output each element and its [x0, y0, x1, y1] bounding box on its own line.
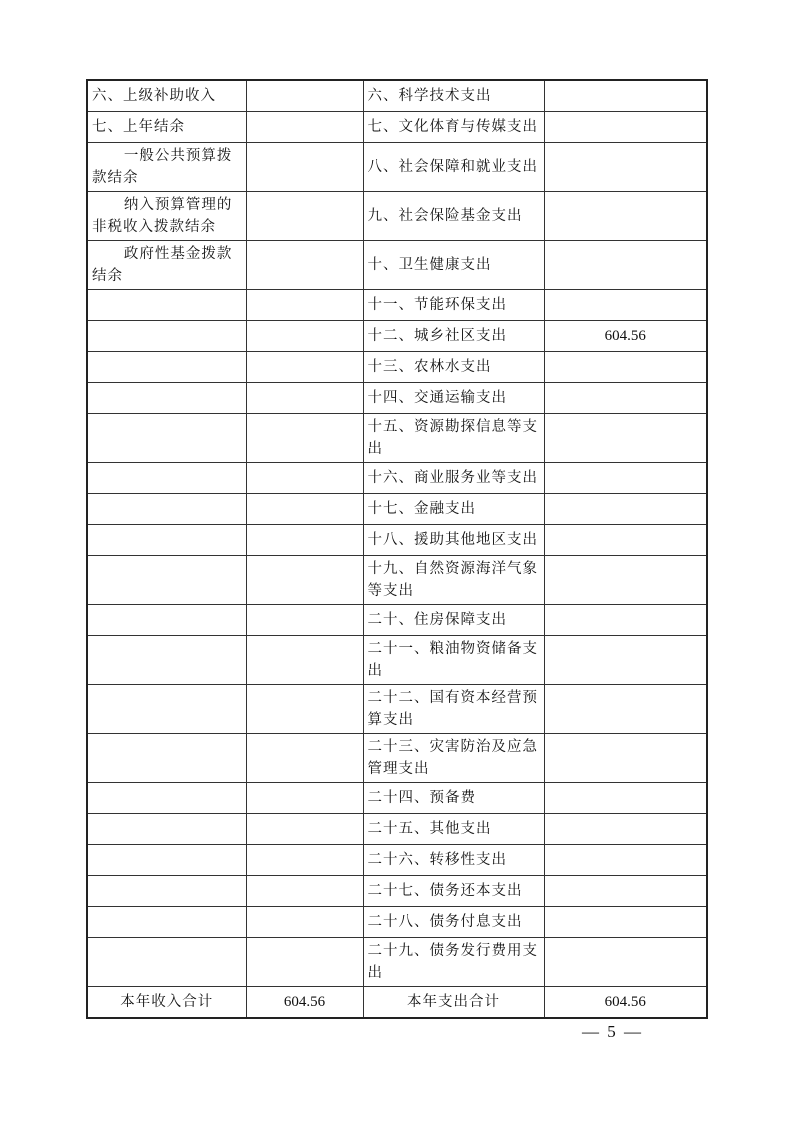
table-row — [87, 143, 707, 192]
income-amount-cell — [246, 876, 363, 907]
income-amount-cell — [246, 734, 363, 783]
income-item-cell — [87, 845, 246, 876]
expense-amount-cell: 604.56 — [544, 321, 707, 352]
table-row — [87, 192, 707, 241]
expense-item-cell: 十九、自然资源海洋气象等支出 — [363, 556, 544, 605]
table-row — [87, 556, 707, 605]
expense-amount-cell — [544, 605, 707, 636]
page-number: — 5 — — [582, 1022, 643, 1041]
income-item-cell — [87, 814, 246, 845]
expense-amount-cell — [544, 463, 707, 494]
income-item-cell — [87, 352, 246, 383]
expense-item-cell: 七、文化体育与传媒支出 — [363, 112, 544, 143]
expense-item-cell: 二十二、国有资本经营预算支出 — [363, 685, 544, 734]
expense-amount-cell — [544, 525, 707, 556]
expense-amount-cell — [544, 814, 707, 845]
table-row — [87, 494, 707, 525]
expense-amount-cell — [544, 876, 707, 907]
table-row — [87, 783, 707, 814]
income-item-cell — [87, 734, 246, 783]
income-amount-cell — [246, 605, 363, 636]
expense-amount-cell — [544, 383, 707, 414]
income-amount-cell — [246, 463, 363, 494]
expense-item-cell: 二十七、债务还本支出 — [363, 876, 544, 907]
income-item-cell — [87, 783, 246, 814]
table-row — [87, 636, 707, 685]
expense-amount-cell — [544, 556, 707, 605]
expense-amount-cell — [544, 414, 707, 463]
income-amount-cell — [246, 414, 363, 463]
income-item-cell — [87, 876, 246, 907]
expense-item-cell: 十二、城乡社区支出 — [363, 321, 544, 352]
table-row — [87, 907, 707, 938]
income-item-cell: 政府性基金拨款结余 — [87, 241, 246, 290]
income-amount-cell — [246, 845, 363, 876]
income-item-cell — [87, 290, 246, 321]
expense-item-cell: 十五、资源勘探信息等支出 — [363, 414, 544, 463]
income-item-cell — [87, 494, 246, 525]
income-total-label: 本年收入合计 — [87, 987, 246, 1019]
income-amount-cell — [246, 783, 363, 814]
expense-amount-cell — [544, 685, 707, 734]
income-amount-cell — [246, 814, 363, 845]
table-row — [87, 525, 707, 556]
expense-item-cell: 十七、金融支出 — [363, 494, 544, 525]
table-row — [87, 112, 707, 143]
income-amount-cell — [246, 321, 363, 352]
table-row — [87, 290, 707, 321]
expense-amount-cell — [544, 241, 707, 290]
table-row — [87, 80, 707, 112]
income-item-cell — [87, 463, 246, 494]
income-item-cell — [87, 525, 246, 556]
income-item-cell — [87, 321, 246, 352]
expense-item-cell: 二十五、其他支出 — [363, 814, 544, 845]
expense-amount-cell — [544, 290, 707, 321]
income-amount-cell — [246, 907, 363, 938]
table-row — [87, 241, 707, 290]
income-amount-cell — [246, 383, 363, 414]
budget-table-body — [87, 80, 707, 1018]
income-amount-cell — [246, 938, 363, 987]
income-amount-cell — [246, 685, 363, 734]
expense-amount-cell — [544, 938, 707, 987]
table-row — [87, 352, 707, 383]
expense-item-cell: 二十四、预备费 — [363, 783, 544, 814]
expense-item-cell: 二十八、债务付息支出 — [363, 907, 544, 938]
expense-item-cell: 十一、节能环保支出 — [363, 290, 544, 321]
income-amount-cell — [246, 352, 363, 383]
table-row — [87, 321, 707, 352]
income-amount-cell — [246, 80, 363, 112]
income-amount-cell — [246, 556, 363, 605]
expense-amount-cell — [544, 783, 707, 814]
expense-amount-cell — [544, 80, 707, 112]
income-amount-cell — [246, 525, 363, 556]
expense-amount-cell — [544, 907, 707, 938]
income-amount-cell — [246, 290, 363, 321]
table-row — [87, 605, 707, 636]
income-amount-cell — [246, 192, 363, 241]
income-item-cell — [87, 605, 246, 636]
income-item-cell: 六、上级补助收入 — [87, 80, 246, 112]
expense-amount-cell — [544, 845, 707, 876]
expense-amount-cell — [544, 352, 707, 383]
expense-item-cell: 十四、交通运输支出 — [363, 383, 544, 414]
expense-item-cell: 二十三、灾害防治及应急管理支出 — [363, 734, 544, 783]
table-row — [87, 463, 707, 494]
income-item-cell: 纳入预算管理的非税收入拨款结余 — [87, 192, 246, 241]
expense-amount-cell — [544, 494, 707, 525]
table-row — [87, 845, 707, 876]
expense-item-cell: 十六、商业服务业等支出 — [363, 463, 544, 494]
table-row — [87, 938, 707, 987]
totals-row — [87, 987, 707, 1019]
expense-amount-cell — [544, 143, 707, 192]
income-item-cell — [87, 907, 246, 938]
income-amount-cell — [246, 112, 363, 143]
expense-item-cell: 九、社会保险基金支出 — [363, 192, 544, 241]
income-item-cell — [87, 938, 246, 987]
budget-table-container — [86, 79, 706, 1019]
income-item-cell: 一般公共预算拨款结余 — [87, 143, 246, 192]
expense-item-cell: 二十九、债务发行费用支出 — [363, 938, 544, 987]
expense-item-cell: 十八、援助其他地区支出 — [363, 525, 544, 556]
expense-item-cell: 六、科学技术支出 — [363, 80, 544, 112]
expense-item-cell: 八、社会保障和就业支出 — [363, 143, 544, 192]
expense-item-cell: 二十一、粮油物资储备支出 — [363, 636, 544, 685]
income-amount-cell — [246, 636, 363, 685]
expense-total-amount: 604.56 — [544, 987, 707, 1019]
table-row — [87, 734, 707, 783]
income-total-amount: 604.56 — [246, 987, 363, 1019]
income-item-cell — [87, 556, 246, 605]
income-item-cell — [87, 383, 246, 414]
expense-amount-cell — [544, 112, 707, 143]
income-item-cell: 七、上年结余 — [87, 112, 246, 143]
table-row — [87, 876, 707, 907]
expense-amount-cell — [544, 192, 707, 241]
expense-item-cell: 十三、农林水支出 — [363, 352, 544, 383]
table-row — [87, 814, 707, 845]
income-item-cell — [87, 685, 246, 734]
income-item-cell — [87, 414, 246, 463]
budget-table — [86, 79, 708, 1019]
expense-total-label: 本年支出合计 — [363, 987, 544, 1019]
table-row — [87, 383, 707, 414]
expense-item-cell: 十、卫生健康支出 — [363, 241, 544, 290]
table-row — [87, 414, 707, 463]
expense-amount-cell — [544, 636, 707, 685]
expense-item-cell: 二十六、转移性支出 — [363, 845, 544, 876]
income-item-cell — [87, 636, 246, 685]
income-amount-cell — [246, 143, 363, 192]
expense-item-cell: 二十、住房保障支出 — [363, 605, 544, 636]
income-amount-cell — [246, 494, 363, 525]
table-row — [87, 685, 707, 734]
income-amount-cell — [246, 241, 363, 290]
expense-amount-cell — [544, 734, 707, 783]
